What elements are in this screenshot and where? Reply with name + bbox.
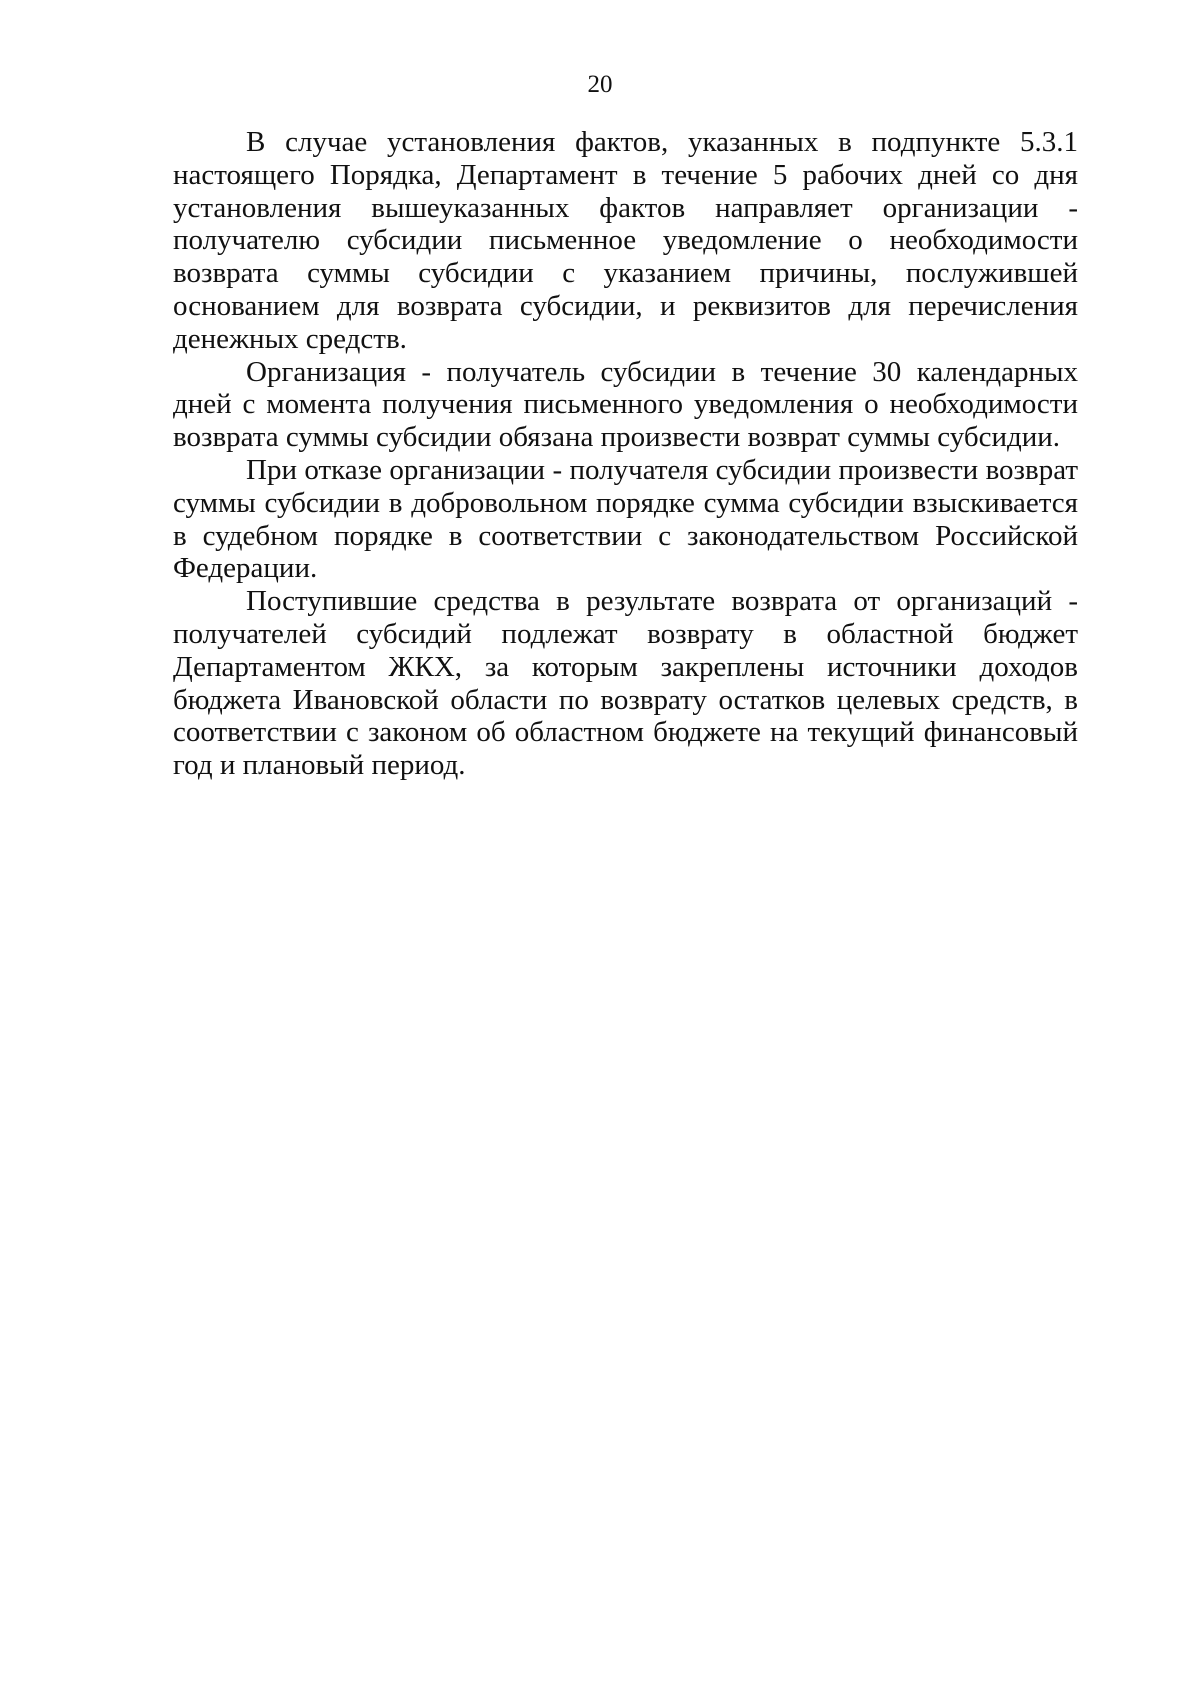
paragraph-funds-return: Поступившие средства в результате возврата от организаций - получателей субсидий подлежат возврату в областной бюджет Департаментом ЖКХ, за которым закреплены источники доходов бюджета Ивановской области по возврату остатков целевых средств, в соответствии с законом об областном бюджете на текущий финансовый год и плановый период. <box>173 585 1078 782</box>
document-body <box>173 126 1078 782</box>
paragraph-refund-notice: В случае установления фактов, указанных в подпункте 5.3.1 настоящего Порядка, Департамент в течение 5 рабочих дней со дня установления вышеуказанных фактов направляет организации - получателю субсидии письменное уведомление о необходимости возврата суммы субсидии с указанием причины, послужившей основанием для возврата субсидии, и реквизитов для перечисления денежных средств. <box>173 126 1078 355</box>
paragraph-court-recovery: При отказе организации - получателя субсидии произвести возврат суммы субсидии в добровольном порядке сумма субсидии взыскивается в судебном порядке в соответствии с законодательством Российской Федерации. <box>173 453 1078 585</box>
paragraph-refund-deadline: Организация - получатель субсидии в течение 30 календарных дней с момента получения письменного уведомления о необходимости возврата суммы субсидии обязана произвести возврат суммы субсидии. <box>173 355 1078 454</box>
page-number: 20 <box>587 71 613 98</box>
